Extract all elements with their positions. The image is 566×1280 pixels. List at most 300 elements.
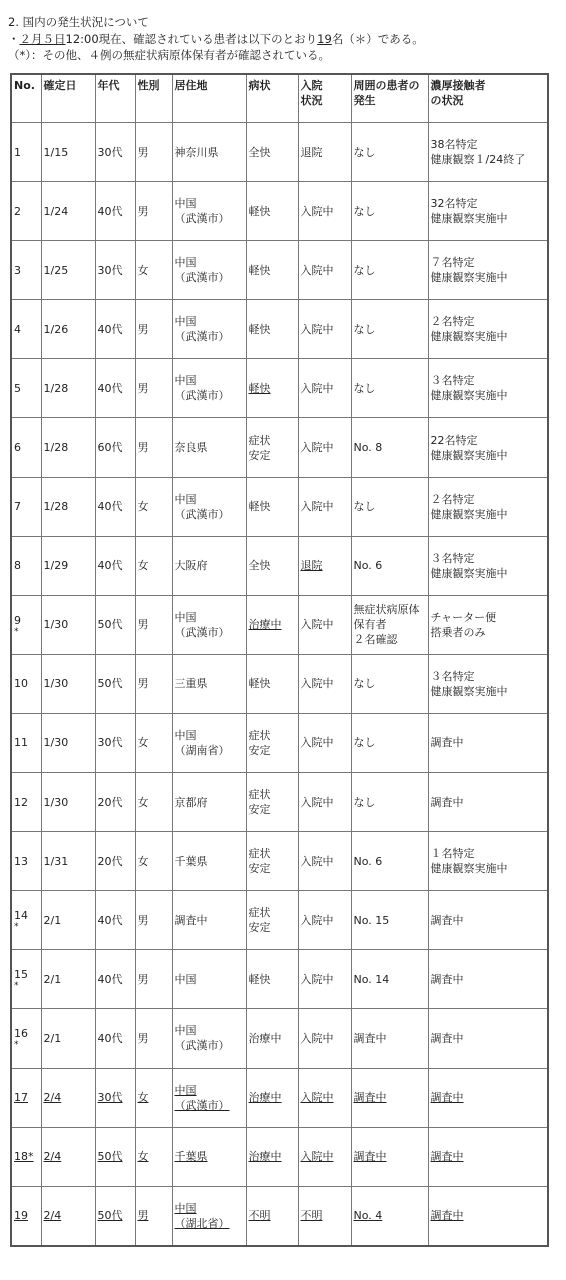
cell-residence bbox=[172, 891, 246, 950]
cell-condition bbox=[246, 832, 298, 891]
cell-age-text: 40代 bbox=[97, 559, 123, 573]
cell-sex-text: 女 bbox=[137, 854, 149, 868]
cell-date-text: 1/28 bbox=[43, 381, 69, 395]
cell-condition-text: 症状 bbox=[248, 728, 271, 742]
cell-sex bbox=[135, 123, 172, 182]
cell-age bbox=[95, 418, 135, 477]
cell-residence-text: （湖南省） bbox=[174, 743, 230, 757]
cell-date bbox=[41, 418, 95, 477]
cell-hospital-text: 入院中 bbox=[300, 972, 334, 986]
cell-hospital bbox=[298, 595, 351, 654]
cell-condition-text: 軽快 bbox=[248, 263, 271, 277]
cell-sex-text: 女 bbox=[137, 736, 149, 750]
cell-contacts-text: 調査中 bbox=[430, 972, 464, 986]
cell-surrounding bbox=[351, 418, 428, 477]
cell-age-text: 40代 bbox=[97, 500, 123, 514]
cell-surrounding-text: なし bbox=[353, 677, 376, 691]
footnote: （*）：その他、４例の無症状病原体保有者が確認されている。 bbox=[8, 48, 330, 62]
cell-residence-text: 中国 bbox=[174, 1201, 197, 1215]
cell-age bbox=[95, 713, 135, 772]
cell-residence-text: 神奈川県 bbox=[174, 145, 219, 159]
cell-condition bbox=[246, 1186, 298, 1246]
cell-no-text: 17 bbox=[14, 1091, 28, 1105]
cell-age bbox=[95, 950, 135, 1009]
cell-contacts bbox=[428, 1186, 548, 1246]
column-header-no bbox=[11, 74, 41, 123]
cell-residence bbox=[172, 595, 246, 654]
cell-residence bbox=[172, 418, 246, 477]
cell-residence-text: 中国 bbox=[174, 492, 197, 506]
cell-contacts-text: 調査中 bbox=[430, 1209, 464, 1223]
column-header-age bbox=[95, 74, 135, 123]
cell-sex bbox=[135, 418, 172, 477]
cell-residence-text: 中国 bbox=[174, 197, 197, 211]
cell-sex bbox=[135, 300, 172, 359]
cell-age bbox=[95, 1186, 135, 1246]
cell-condition bbox=[246, 713, 298, 772]
cell-condition bbox=[246, 1068, 298, 1127]
cell-age-text: 20代 bbox=[97, 854, 123, 868]
cell-age bbox=[95, 654, 135, 713]
cell-date-text: 1/30 bbox=[43, 618, 69, 632]
cell-hospital-text: 退院 bbox=[300, 145, 323, 159]
cell-no bbox=[11, 1009, 41, 1068]
cell-sex bbox=[135, 1068, 172, 1127]
cell-no bbox=[11, 1186, 41, 1246]
cell-date-text: 1/15 bbox=[43, 145, 69, 159]
cell-surrounding bbox=[351, 773, 428, 832]
cell-date bbox=[41, 536, 95, 595]
cell-condition bbox=[246, 359, 298, 418]
cell-date bbox=[41, 1009, 95, 1068]
table-row bbox=[11, 1186, 548, 1246]
cell-age-text: 50代 bbox=[97, 677, 123, 691]
cell-age-text: 60代 bbox=[97, 441, 123, 455]
cell-hospital bbox=[298, 300, 351, 359]
cell-hospital bbox=[298, 241, 351, 300]
asymptomatic-marker: * bbox=[14, 1040, 19, 1051]
cell-no-text: 19 bbox=[14, 1209, 28, 1223]
column-header-contacts-line: の状況 bbox=[430, 94, 464, 107]
cell-residence-text: 中国 bbox=[174, 1083, 197, 1097]
cell-surrounding-text: なし bbox=[353, 795, 376, 809]
cell-condition bbox=[246, 300, 298, 359]
cell-no-text: 12 bbox=[14, 795, 28, 809]
cell-no bbox=[11, 477, 41, 536]
cell-residence bbox=[172, 1127, 246, 1186]
cell-condition-text: 全快 bbox=[248, 145, 271, 159]
table-row bbox=[11, 713, 548, 772]
cell-contacts-text: 調査中 bbox=[430, 913, 464, 927]
cell-surrounding bbox=[351, 182, 428, 241]
cell-contacts-text: ２名特定 bbox=[430, 315, 475, 329]
section-title: 2. 国内の発生状況について bbox=[8, 15, 149, 29]
cell-condition-text: 治療中 bbox=[248, 618, 282, 632]
cell-no-text: 18* bbox=[14, 1150, 34, 1164]
cell-sex bbox=[135, 536, 172, 595]
table-row bbox=[11, 950, 548, 1009]
cell-surrounding bbox=[351, 1068, 428, 1127]
cell-no bbox=[11, 595, 41, 654]
cell-surrounding-text: なし bbox=[353, 500, 376, 514]
cell-residence bbox=[172, 300, 246, 359]
cell-age-text: 30代 bbox=[97, 1091, 123, 1105]
cell-hospital bbox=[298, 1127, 351, 1186]
cell-no-text: 11 bbox=[14, 736, 28, 750]
cell-no bbox=[11, 536, 41, 595]
table-row bbox=[11, 300, 548, 359]
cell-no-text: 8 bbox=[14, 559, 21, 573]
cell-hospital-text: 入院中 bbox=[300, 795, 334, 809]
cell-hospital bbox=[298, 418, 351, 477]
cell-residence bbox=[172, 241, 246, 300]
cell-no-text: 16 bbox=[14, 1027, 28, 1041]
cell-contacts bbox=[428, 1068, 548, 1127]
cell-date-text: 1/30 bbox=[43, 677, 69, 691]
column-header-surrounding bbox=[351, 74, 428, 123]
table-row bbox=[11, 654, 548, 713]
cell-surrounding-text: 調査中 bbox=[353, 1031, 387, 1045]
cell-residence bbox=[172, 477, 246, 536]
cell-condition-text: 治療中 bbox=[248, 1091, 282, 1105]
cell-hospital-text: 入院中 bbox=[300, 322, 334, 336]
column-header-condition-line: 病状 bbox=[248, 79, 271, 92]
cell-hospital bbox=[298, 832, 351, 891]
cell-surrounding-text: なし bbox=[353, 263, 376, 277]
cell-surrounding-text: 保有者 bbox=[353, 618, 387, 632]
cell-contacts-text: 健康観察実施中 bbox=[430, 448, 508, 462]
cell-residence-text: 調査中 bbox=[174, 913, 208, 927]
cell-contacts bbox=[428, 418, 548, 477]
cell-hospital-text: 入院中 bbox=[300, 736, 334, 750]
cell-no bbox=[11, 832, 41, 891]
patient-count: 19 bbox=[317, 31, 332, 46]
cell-condition-text: 軽快 bbox=[248, 204, 271, 218]
cell-age-text: 40代 bbox=[97, 204, 123, 218]
cell-age bbox=[95, 123, 135, 182]
cell-sex-text: 男 bbox=[137, 381, 149, 395]
cell-condition-text: 安定 bbox=[248, 921, 271, 935]
cell-no bbox=[11, 1127, 41, 1186]
cell-condition bbox=[246, 891, 298, 950]
cell-contacts-text: 健康観察実施中 bbox=[430, 566, 508, 580]
cell-age bbox=[95, 773, 135, 832]
cell-date bbox=[41, 1186, 95, 1246]
cell-age bbox=[95, 477, 135, 536]
cell-surrounding-text: No. 15 bbox=[353, 913, 390, 927]
cell-surrounding bbox=[351, 536, 428, 595]
cell-condition bbox=[246, 1009, 298, 1068]
cell-date bbox=[41, 1068, 95, 1127]
cell-residence-text: （武漢市） bbox=[174, 1039, 230, 1053]
cell-condition bbox=[246, 241, 298, 300]
column-header-condition bbox=[246, 74, 298, 123]
cell-age bbox=[95, 1068, 135, 1127]
cell-hospital bbox=[298, 123, 351, 182]
cell-age bbox=[95, 182, 135, 241]
cell-contacts bbox=[428, 595, 548, 654]
cell-hospital bbox=[298, 1186, 351, 1246]
cell-contacts bbox=[428, 123, 548, 182]
cell-surrounding-text: なし bbox=[353, 204, 376, 218]
table-row bbox=[11, 891, 548, 950]
cell-sex bbox=[135, 950, 172, 1009]
cell-date bbox=[41, 950, 95, 1009]
cell-age bbox=[95, 1127, 135, 1186]
cell-hospital-text: 入院中 bbox=[300, 204, 334, 218]
cell-residence bbox=[172, 950, 246, 1009]
cell-date-text: 1/28 bbox=[43, 441, 69, 455]
cell-hospital bbox=[298, 536, 351, 595]
cell-contacts-text: 健康観察実施中 bbox=[430, 507, 508, 521]
cell-condition-text: 症状 bbox=[248, 847, 271, 861]
cell-sex bbox=[135, 359, 172, 418]
cell-condition-text: 症状 bbox=[248, 906, 271, 920]
cell-hospital bbox=[298, 1068, 351, 1127]
cell-residence-text: 千葉県 bbox=[174, 854, 208, 868]
cell-no-text: 3 bbox=[14, 263, 21, 277]
cell-hospital-text: 入院中 bbox=[300, 263, 334, 277]
cell-sex-text: 男 bbox=[137, 441, 149, 455]
cell-age-text: 50代 bbox=[97, 1150, 123, 1164]
cell-no-text: 9 bbox=[14, 613, 21, 627]
cell-residence-text: 大阪府 bbox=[174, 559, 208, 573]
cell-age-text: 40代 bbox=[97, 913, 123, 927]
cell-age bbox=[95, 832, 135, 891]
cell-surrounding-text: なし bbox=[353, 381, 376, 395]
bullet: ・ bbox=[8, 31, 20, 46]
cell-condition bbox=[246, 418, 298, 477]
cell-sex-text: 男 bbox=[137, 972, 149, 986]
cell-sex bbox=[135, 832, 172, 891]
cell-no-text: 2 bbox=[14, 204, 21, 218]
cell-hospital-text: 入院中 bbox=[300, 441, 334, 455]
cell-contacts-text: 38名特定 bbox=[430, 138, 478, 152]
asymptomatic-marker: * bbox=[14, 981, 19, 992]
cell-date bbox=[41, 595, 95, 654]
cell-sex bbox=[135, 1009, 172, 1068]
cell-sex-text: 男 bbox=[137, 1031, 149, 1045]
cell-surrounding bbox=[351, 713, 428, 772]
cell-no bbox=[11, 950, 41, 1009]
cell-no bbox=[11, 891, 41, 950]
column-header-hospital-line: 入院 bbox=[300, 79, 323, 92]
cell-no-text: 5 bbox=[14, 381, 21, 395]
cell-surrounding-text: 調査中 bbox=[353, 1091, 387, 1105]
cell-date-text: 1/24 bbox=[43, 204, 69, 218]
cell-hospital bbox=[298, 713, 351, 772]
table-row bbox=[11, 595, 548, 654]
cell-contacts-text: 搭乗者のみ bbox=[430, 625, 486, 639]
cell-hospital-text: 入院中 bbox=[300, 854, 334, 868]
cell-contacts-text: 健康観察１/24終了 bbox=[430, 153, 526, 167]
cell-no-text: 15 bbox=[14, 968, 28, 982]
cell-date-text: 1/31 bbox=[43, 854, 69, 868]
cell-age bbox=[95, 359, 135, 418]
cell-age-text: 40代 bbox=[97, 322, 123, 336]
cell-contacts bbox=[428, 536, 548, 595]
cell-no bbox=[11, 773, 41, 832]
cell-residence-text: 中国 bbox=[174, 972, 197, 986]
cell-date-text: 1/25 bbox=[43, 263, 69, 277]
cell-hospital bbox=[298, 891, 351, 950]
table-body bbox=[11, 123, 548, 1246]
cell-sex bbox=[135, 477, 172, 536]
cell-age bbox=[95, 536, 135, 595]
cell-surrounding-text: なし bbox=[353, 736, 376, 750]
cell-date bbox=[41, 713, 95, 772]
cell-hospital bbox=[298, 1009, 351, 1068]
cell-sex-text: 男 bbox=[137, 1209, 149, 1223]
cell-sex-text: 女 bbox=[137, 500, 149, 514]
cell-sex-text: 女 bbox=[137, 559, 149, 573]
table-row bbox=[11, 1068, 548, 1127]
cell-residence bbox=[172, 1068, 246, 1127]
table-row bbox=[11, 359, 548, 418]
cell-condition-text: 安定 bbox=[248, 803, 271, 817]
cell-sex bbox=[135, 1186, 172, 1246]
cell-hospital bbox=[298, 950, 351, 1009]
cell-sex-text: 男 bbox=[137, 618, 149, 632]
status-text: 12:00現在、確認されている患者は以下のとおり bbox=[65, 31, 318, 46]
cell-sex bbox=[135, 713, 172, 772]
cell-residence-text: 奈良県 bbox=[174, 441, 208, 455]
cell-residence bbox=[172, 773, 246, 832]
cell-no bbox=[11, 241, 41, 300]
cell-sex bbox=[135, 891, 172, 950]
cell-condition bbox=[246, 950, 298, 1009]
cell-hospital-text: 入院中 bbox=[300, 381, 334, 395]
table-row bbox=[11, 241, 548, 300]
cell-contacts bbox=[428, 713, 548, 772]
cell-contacts-text: 調査中 bbox=[430, 795, 464, 809]
cell-contacts-text: 健康観察実施中 bbox=[430, 212, 508, 226]
cell-age-text: 40代 bbox=[97, 972, 123, 986]
cell-date-text: 2/1 bbox=[43, 972, 62, 986]
cell-contacts-text: ３名特定 bbox=[430, 669, 475, 683]
cell-sex-text: 男 bbox=[137, 204, 149, 218]
cell-hospital-text: 入院中 bbox=[300, 1091, 334, 1105]
cell-sex-text: 女 bbox=[137, 1150, 149, 1164]
cell-no bbox=[11, 713, 41, 772]
table-row bbox=[11, 182, 548, 241]
cell-surrounding bbox=[351, 950, 428, 1009]
cell-sex-text: 女 bbox=[137, 795, 149, 809]
cell-age-text: 40代 bbox=[97, 381, 123, 395]
cell-hospital-text: 入院中 bbox=[300, 500, 334, 514]
column-header-date bbox=[41, 74, 95, 123]
cell-date bbox=[41, 654, 95, 713]
cell-surrounding bbox=[351, 891, 428, 950]
cell-surrounding bbox=[351, 300, 428, 359]
cell-condition-text: 軽快 bbox=[248, 500, 271, 514]
cell-date bbox=[41, 773, 95, 832]
column-header-hospital-line: 状況 bbox=[300, 94, 323, 107]
cell-no-text: 1 bbox=[14, 145, 21, 159]
cell-hospital bbox=[298, 654, 351, 713]
cell-no bbox=[11, 418, 41, 477]
cell-surrounding-text: No. 6 bbox=[353, 559, 383, 573]
cell-date-text: 1/30 bbox=[43, 795, 69, 809]
cell-surrounding-text: No. 6 bbox=[353, 854, 383, 868]
cell-date-text: 1/28 bbox=[43, 500, 69, 514]
asymptomatic-marker: * bbox=[14, 922, 19, 933]
cell-no-text: 14 bbox=[14, 909, 28, 923]
cell-hospital-text: 入院中 bbox=[300, 618, 334, 632]
column-header-contacts-line: 濃厚接触者 bbox=[430, 79, 486, 92]
cell-age bbox=[95, 595, 135, 654]
cell-surrounding bbox=[351, 477, 428, 536]
cell-condition bbox=[246, 123, 298, 182]
cell-contacts-text: ３名特定 bbox=[430, 551, 475, 565]
cell-sex-text: 男 bbox=[137, 145, 149, 159]
cell-age-text: 30代 bbox=[97, 263, 123, 277]
cell-contacts-text: 22名特定 bbox=[430, 433, 478, 447]
column-header-sex-line: 性別 bbox=[137, 79, 160, 92]
cell-date bbox=[41, 182, 95, 241]
cell-condition-text: 軽快 bbox=[248, 381, 271, 395]
cell-condition-text: 症状 bbox=[248, 433, 271, 447]
cell-surrounding bbox=[351, 1127, 428, 1186]
cell-residence bbox=[172, 1186, 246, 1246]
cell-condition-text: 全快 bbox=[248, 559, 271, 573]
cell-contacts bbox=[428, 300, 548, 359]
column-header-age-line: 年代 bbox=[97, 79, 120, 92]
column-header-surrounding-line: 発生 bbox=[353, 94, 376, 107]
cell-contacts-text: 調査中 bbox=[430, 1091, 464, 1105]
cell-contacts-text: 健康観察実施中 bbox=[430, 271, 508, 285]
cell-age-text: 40代 bbox=[97, 1031, 123, 1045]
column-header-date-line: 確定日 bbox=[43, 79, 77, 92]
cell-age-text: 50代 bbox=[97, 1209, 123, 1223]
cell-age-text: 50代 bbox=[97, 618, 123, 632]
cell-contacts bbox=[428, 182, 548, 241]
cell-contacts bbox=[428, 359, 548, 418]
cell-sex-text: 男 bbox=[137, 677, 149, 691]
cell-contacts-text: チャーター便 bbox=[430, 610, 497, 624]
cell-contacts-text: 調査中 bbox=[430, 736, 464, 750]
cases-table bbox=[10, 73, 549, 1247]
cell-sex bbox=[135, 241, 172, 300]
cell-date bbox=[41, 300, 95, 359]
column-header-residence-line: 居住地 bbox=[174, 79, 208, 92]
cell-contacts-text: １名特定 bbox=[430, 847, 475, 861]
cell-age-text: 20代 bbox=[97, 795, 123, 809]
cell-sex bbox=[135, 595, 172, 654]
cell-date bbox=[41, 123, 95, 182]
cell-date-text: 1/26 bbox=[43, 322, 69, 336]
cell-contacts-text: 32名特定 bbox=[430, 197, 478, 211]
cell-surrounding-text: なし bbox=[353, 322, 376, 336]
cell-no-text: 13 bbox=[14, 854, 28, 868]
cell-age bbox=[95, 300, 135, 359]
cell-no bbox=[11, 359, 41, 418]
cell-hospital-text: 退院 bbox=[300, 559, 323, 573]
cell-residence-text: 中国 bbox=[174, 256, 197, 270]
column-header-no-line: No. bbox=[14, 79, 35, 92]
cell-residence-text: 中国 bbox=[174, 610, 197, 624]
cell-contacts-text: ７名特定 bbox=[430, 256, 475, 270]
table-header-row bbox=[11, 74, 548, 123]
cell-condition-text: 軽快 bbox=[248, 677, 271, 691]
cell-condition-text: 軽快 bbox=[248, 322, 271, 336]
cell-residence-text: （武漢市） bbox=[174, 507, 230, 521]
cell-contacts bbox=[428, 891, 548, 950]
cell-surrounding bbox=[351, 359, 428, 418]
cell-surrounding bbox=[351, 654, 428, 713]
cell-condition-text: 治療中 bbox=[248, 1150, 282, 1164]
column-header-contacts bbox=[428, 74, 548, 123]
